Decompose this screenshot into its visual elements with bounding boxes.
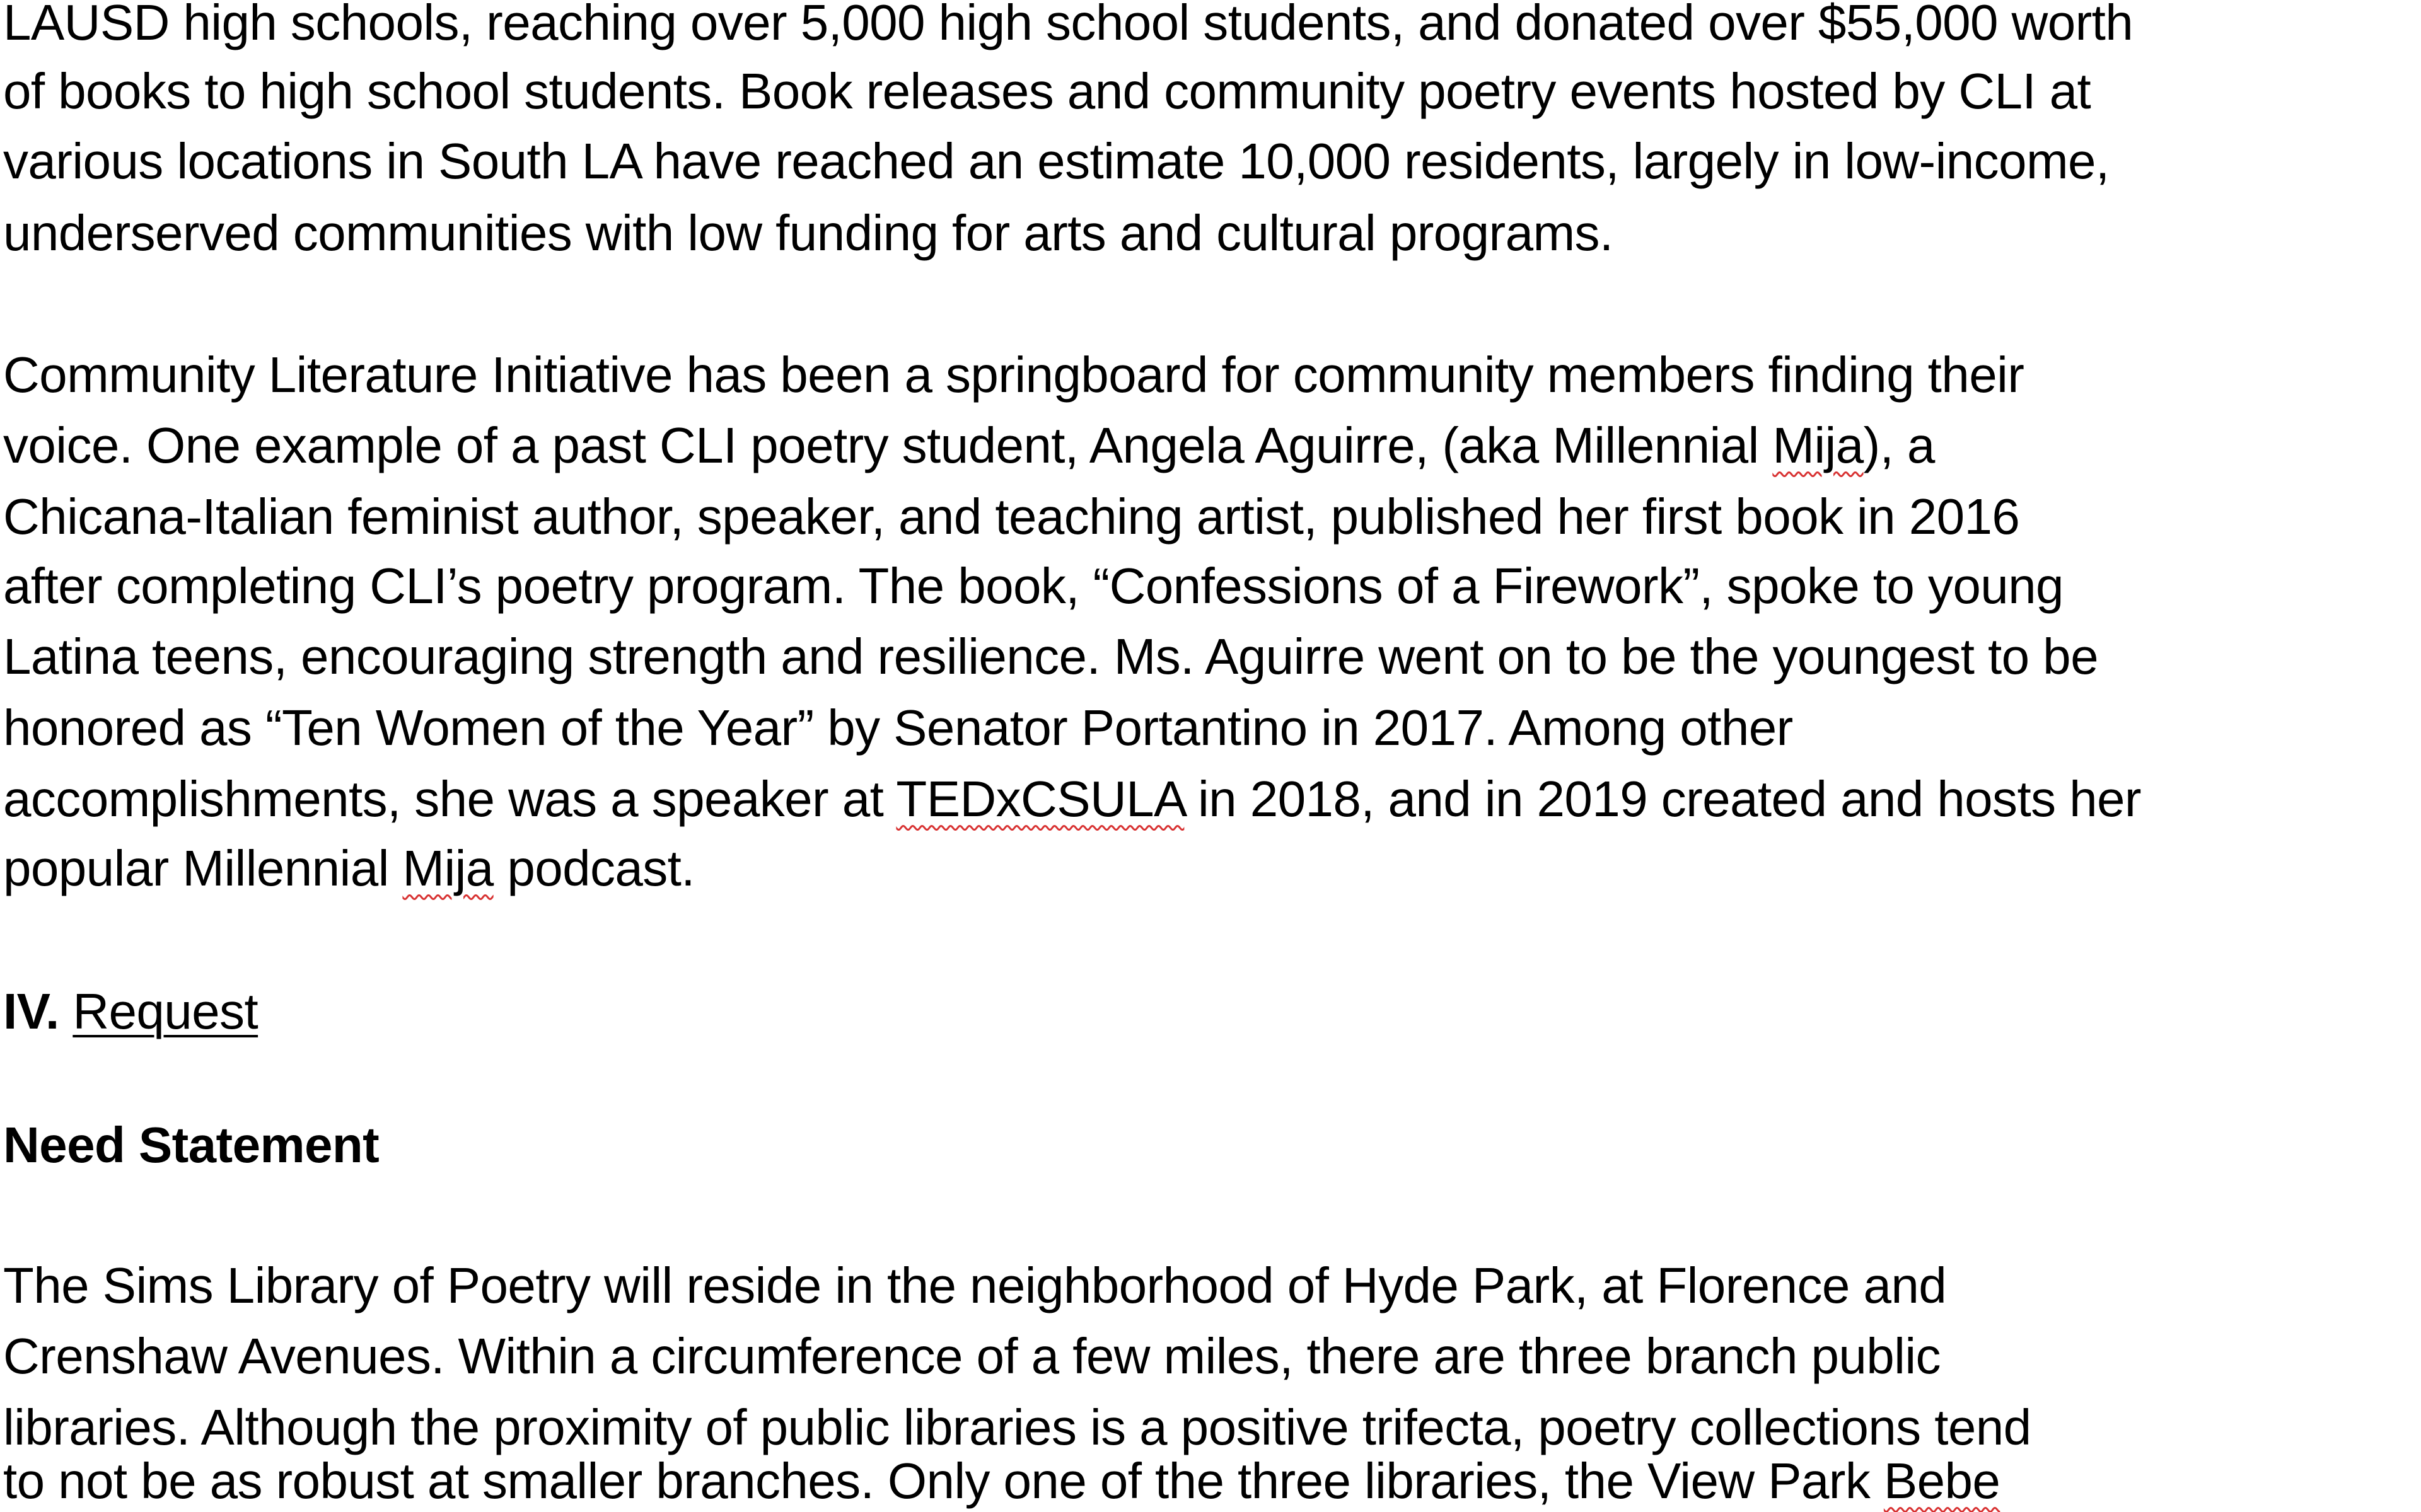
section-title: Request	[73, 983, 258, 1039]
paragraph-2-line-1: Community Literature Initiative has been a springboard for community members finding their	[3, 347, 2024, 403]
paragraph-3-line-4-text-a: to not be as robust at smaller branches. Only one of the three libraries, the View Park	[3, 1453, 1884, 1509]
paragraph-2-line-7	[3, 768, 2141, 831]
paragraph-2-line-2	[3, 414, 1935, 477]
section-heading	[3, 980, 258, 1043]
paragraph-3-line-4	[3, 1450, 2000, 1512]
paragraph-1-line-2: of books to high school students. Book releases and community poetry events hosted by CLI at	[3, 63, 2091, 119]
paragraph-3-line-2: Crenshaw Avenues. Within a circumference of a few miles, there are three branch public	[3, 1328, 1941, 1384]
paragraph-1-line-4: underserved communities with low funding for arts and cultural programs.	[3, 205, 1613, 261]
paragraph-2-line-7-text-b: in 2018, and in 2019 created and hosts her	[1184, 771, 2141, 827]
section-number: IV.	[3, 983, 59, 1039]
paragraph-2-line-7-text-a: accomplishments, she was a speaker at	[3, 771, 897, 827]
paragraph-3-line-1: The Sims Library of Poetry will reside in the neighborhood of Hyde Park, at Florence and	[3, 1257, 1947, 1313]
paragraph-2-line-6: honored as “Ten Women of the Year” by Senator Portantino in 2017. Among other	[3, 700, 1793, 756]
paragraph-2-line-3: Chicana-Italian feminist author, speaker, and teaching artist, published her first book in 2016	[3, 488, 2020, 545]
paragraph-2-line-4: after completing CLI’s poetry program. The book, “Confessions of a Firework”, spoke to young	[3, 558, 2064, 614]
paragraph-1-line-1: LAUSD high schools, reaching over 5,000 high school students, and donated over $55,000 worth	[3, 0, 2134, 50]
paragraph-1-line-3: various locations in South LA have reached an estimate 10,000 residents, largely in low-income,	[3, 133, 2110, 189]
need-statement-heading: Need Statement	[3, 1117, 380, 1173]
paragraph-3-line-3: libraries. Although the proximity of public libraries is a positive trifecta, poetry collections tend	[3, 1399, 2031, 1455]
spelling-flagged-word[interactable]: Mija	[1772, 417, 1864, 473]
paragraph-2-line-8	[3, 837, 695, 900]
spelling-flagged-word[interactable]: Bebe	[1883, 1453, 2000, 1509]
spelling-flagged-word[interactable]: TEDxCSULA	[896, 771, 1185, 827]
spelling-flagged-word[interactable]: Mija	[402, 840, 494, 896]
paragraph-2-line-8-text-b: podcast.	[493, 840, 695, 896]
paragraph-2-line-2-text-b: ), a	[1863, 417, 1935, 473]
paragraph-2-line-2-text-a: voice. One example of a past CLI poetry student, Angela Aguirre, (aka Millennial	[3, 417, 1773, 473]
paragraph-2-line-5: Latina teens, encouraging strength and resilience. Ms. Aguirre went on to be the youngest to be	[3, 628, 2098, 684]
paragraph-2-line-8-text-a: popular Millennial	[3, 840, 403, 896]
